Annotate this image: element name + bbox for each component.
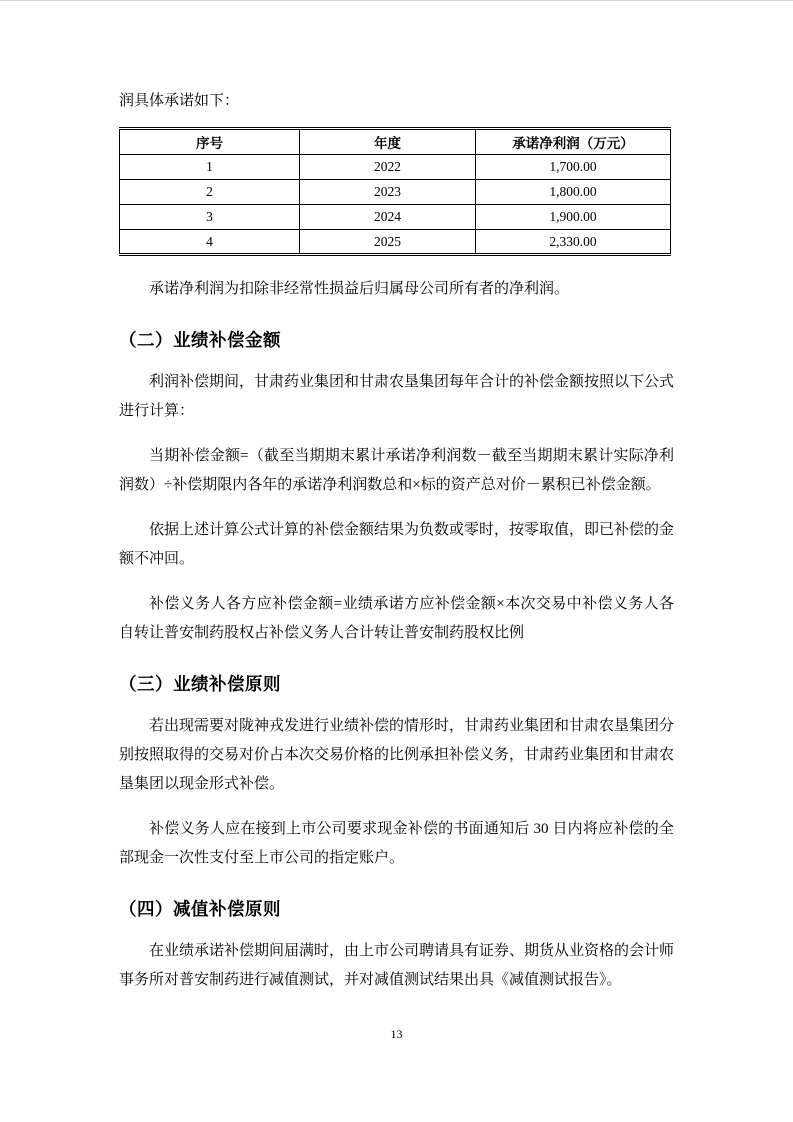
- continuation-text: 润具体承诺如下：: [119, 93, 240, 109]
- cell-amount: 1,900.00: [476, 205, 671, 230]
- table-row: [120, 155, 671, 180]
- paragraph: 依据上述计算公式计算的补偿金额结果为负数或零时，按零取值，即已补偿的金额不冲回。: [119, 522, 675, 567]
- section-heading-4: （四）减值补偿原则: [119, 899, 281, 919]
- cell-year: 2025: [300, 230, 476, 255]
- table-header-row: [120, 129, 671, 155]
- cell-index: 2: [120, 180, 300, 205]
- cell-year: 2022: [300, 155, 476, 180]
- table-row: [120, 180, 671, 205]
- header-cell-promised-profit: 承诺净利润（万元）: [476, 129, 671, 155]
- section-impairment-compensation-principle: [119, 897, 674, 995]
- formula-paragraph: 当期补偿金额=（截至当期期末累计承诺净利润数－截至当期期末累计实际净利润数）÷补偿期限内各年的承诺净利润数总和×标的资产总对价－累积已补偿金额。: [119, 448, 674, 493]
- paragraph: 在业绩承诺补偿期间届满时，由上市公司聘请具有证券、期货从业资格的会计师事务所对普安制药进行减值测试，并对减值测试结果出具《减值测试报告》。: [119, 943, 675, 988]
- cell-index: 1: [120, 155, 300, 180]
- section-heading-2: （二）业绩补偿金额: [119, 330, 281, 350]
- cell-index: 4: [120, 230, 300, 255]
- formula-paragraph: 补偿义务人各方应补偿金额=业绩承诺方应补偿金额×本次交易中补偿义务人各自转让普安制药股权占补偿义务人合计转让普安制药股权比例: [119, 596, 674, 641]
- table-row: [120, 230, 671, 255]
- cell-year: 2024: [300, 205, 476, 230]
- cell-year: 2023: [300, 180, 476, 205]
- paragraph: 利润补偿期间，甘肃药业集团和甘肃农垦集团每年合计的补偿金额按照以下公式进行计算：: [119, 374, 675, 419]
- table-row: [120, 205, 671, 230]
- header-cell-year: 年度: [300, 129, 476, 155]
- section-performance-compensation-amount: [119, 328, 674, 648]
- section-heading-3: （三）业绩补偿原则: [119, 674, 281, 694]
- cell-index: 3: [120, 205, 300, 230]
- cell-amount: 2,330.00: [476, 230, 671, 255]
- page-number: 13: [390, 1027, 403, 1041]
- profit-commitment-table: [119, 127, 671, 256]
- section-performance-compensation-principle: [119, 672, 674, 873]
- paragraph: 补偿义务人应在接到上市公司要求现金补偿的书面通知后 30 日内将应补偿的全部现金一次性支付至上市公司的指定账户。: [119, 821, 674, 866]
- cell-amount: 1,700.00: [476, 155, 671, 180]
- header-cell-index: 序号: [120, 129, 300, 155]
- table-note-paragraph: 承诺净利润为扣除非经常性损益后归属母公司所有者的净利润。: [149, 281, 570, 297]
- paragraph: 若出现需要对陇神戎发进行业绩补偿的情形时，甘肃药业集团和甘肃农垦集团分别按照取得的交易对价占本次交易价格的比例承担补偿义务，甘肃药业集团和甘肃农垦集团以现金形式补偿。: [119, 718, 675, 792]
- cell-amount: 1,800.00: [476, 180, 671, 205]
- content-area: [119, 90, 674, 995]
